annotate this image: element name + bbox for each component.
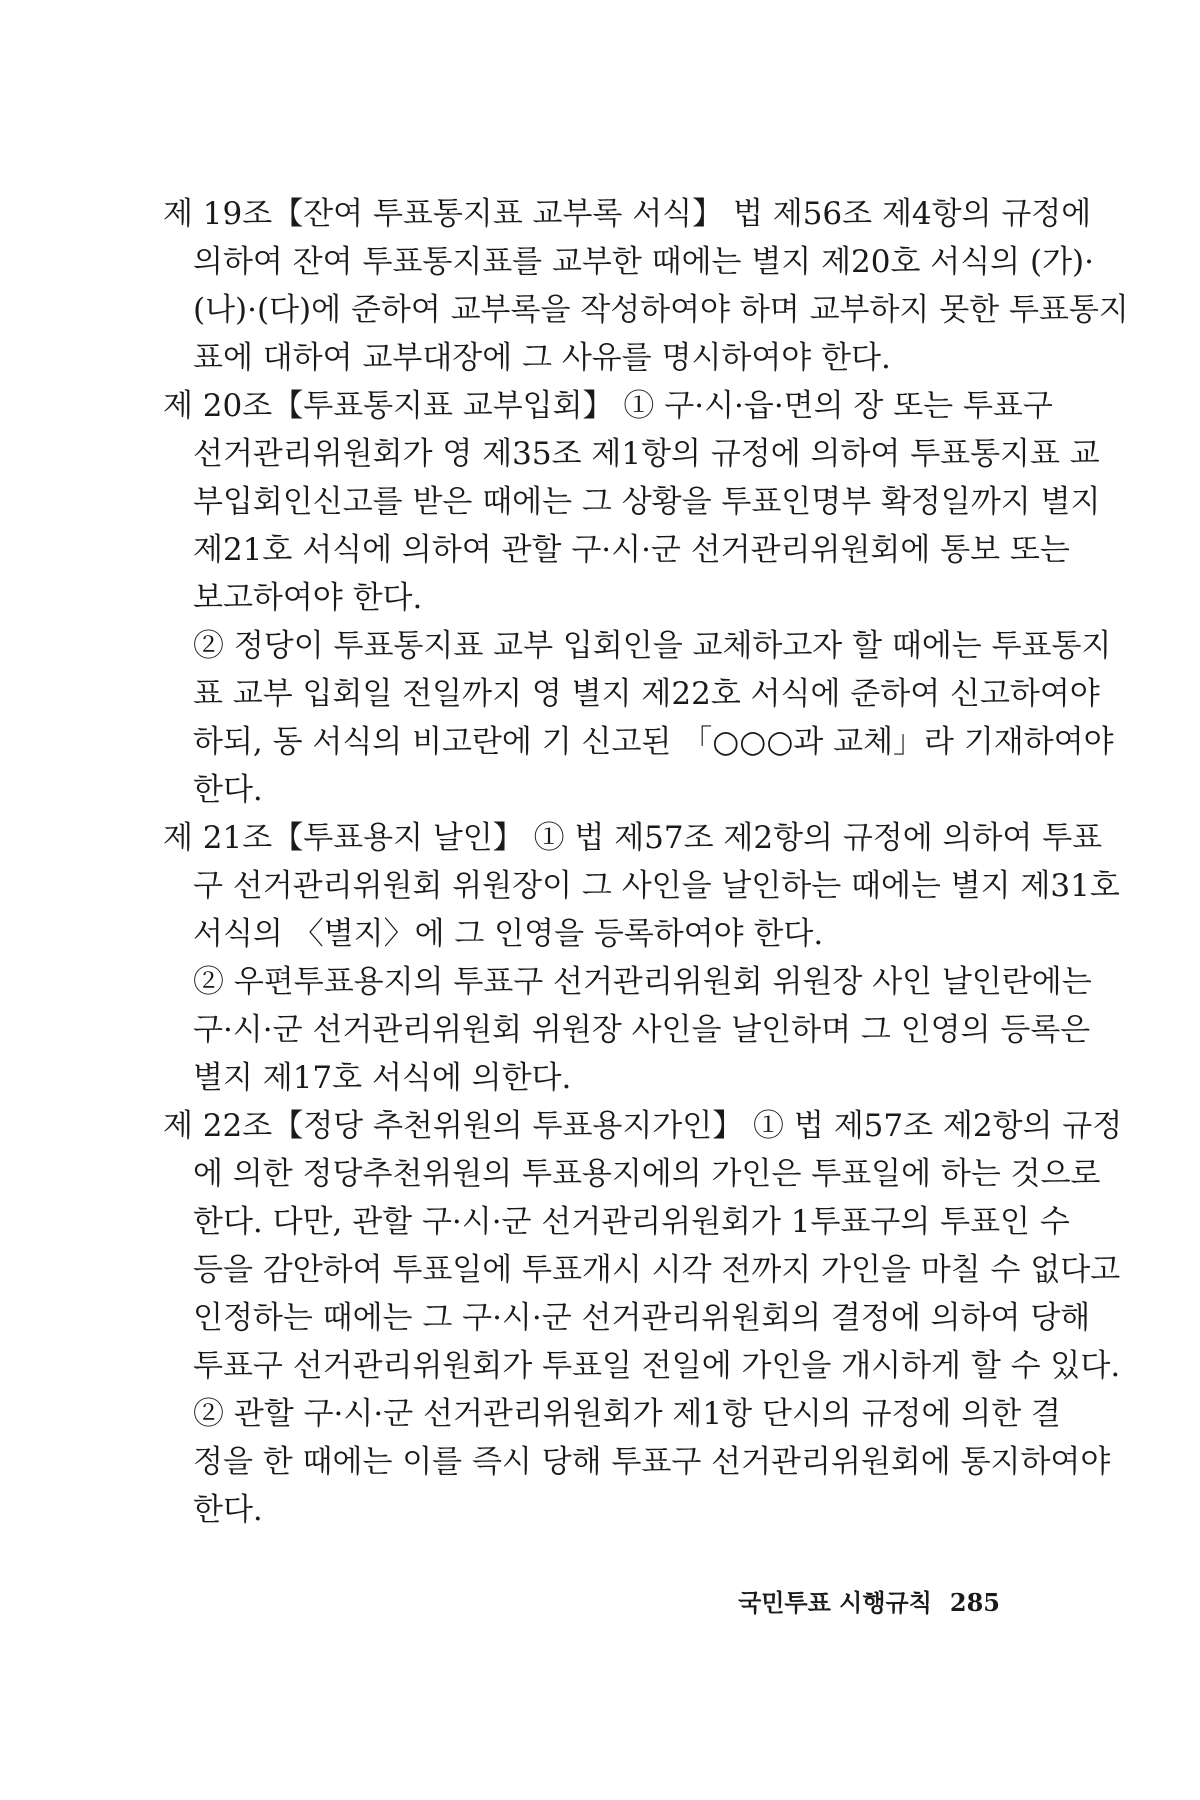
page-number: 285 xyxy=(949,1588,1000,1617)
article-line: 정을 한 때에는 이를 즉시 당해 투표구 선거관리위원회에 통지하여야 xyxy=(193,1444,1111,1480)
article-line: 보고하여야 한다. xyxy=(193,580,423,616)
article-line: 서식의 〈별지〉에 그 인영을 등록하여야 한다. xyxy=(193,916,824,952)
article-line: ② 관할 구·시·군 선거관리위원회가 제1항 단시의 규정에 의한 결 xyxy=(193,1396,1061,1432)
article-line: (나)·(다)에 준하여 교부록을 작성하여야 하며 교부하지 못한 투표통지 xyxy=(193,292,1129,328)
article-line: 한다. xyxy=(193,772,263,808)
footer-title: 국민투표 시행규칙 xyxy=(738,1589,932,1617)
article-line: 제 21조【투표용지 날인】 ① 법 제57조 제2항의 규정에 의하여 투표 xyxy=(163,820,1103,856)
article-line: 한다. xyxy=(193,1492,263,1528)
article-line: ② 정당이 투표통지표 교부 입회인을 교체하고자 할 때에는 투표통지 xyxy=(193,628,1112,664)
article-20 xyxy=(163,382,1114,814)
article-19 xyxy=(163,190,1129,382)
article-line: 제 20조【투표통지표 교부입회】 ① 구·시·읍·면의 장 또는 투표구 xyxy=(163,388,1053,424)
article-line: 하되, 동 서식의 비고란에 기 신고된 「○○○과 교체」라 기재하여야 xyxy=(193,724,1114,760)
article-line: 등을 감안하여 투표일에 투표개시 시각 전까지 가인을 마칠 수 없다고 xyxy=(193,1252,1121,1288)
article-line: 구 선거관리위원회 위원장이 그 사인을 날인하는 때에는 별지 제31호 xyxy=(193,868,1120,904)
article-line: 에 의한 정당추천위원의 투표용지에의 가인은 투표일에 하는 것으로 xyxy=(193,1156,1101,1192)
article-line: 선거관리위원회가 영 제35조 제1항의 규정에 의하여 투표통지표 교 xyxy=(193,436,1100,472)
article-line: 제 19조【잔여 투표통지표 교부록 서식】 법 제56조 제4항의 규정에 xyxy=(163,196,1092,232)
article-line: 한다. 다만, 관할 구·시·군 선거관리위원회가 1투표구의 투표인 수 xyxy=(193,1204,1070,1240)
article-line: 의하여 잔여 투표통지표를 교부한 때에는 별지 제20호 서식의 (가)· xyxy=(193,244,1094,280)
article-line: 투표구 선거관리위원회가 투표일 전일에 가인을 개시하게 할 수 있다. xyxy=(193,1348,1121,1384)
article-line: 별지 제17호 서식에 의한다. xyxy=(193,1060,572,1096)
article-line: 표 교부 입회일 전일까지 영 별지 제22호 서식에 준하여 신고하여야 xyxy=(193,676,1100,712)
article-line: 표에 대하여 교부대장에 그 사유를 명시하여야 한다. xyxy=(193,340,891,376)
article-line: 제21호 서식에 의하여 관할 구·시·군 선거관리위원회에 통보 또는 xyxy=(193,532,1070,568)
article-line: 부입회인신고를 받은 때에는 그 상황을 투표인명부 확정일까지 별지 xyxy=(193,484,1101,520)
article-21 xyxy=(163,814,1120,1102)
page-footer xyxy=(738,1583,1000,1618)
article-22 xyxy=(163,1102,1123,1534)
article-line: ② 우편투표용지의 투표구 선거관리위원회 위원장 사인 날인란에는 xyxy=(193,964,1092,1000)
article-line: 제 22조【정당 추천위원의 투표용지가인】 ① 법 제57조 제2항의 규정 xyxy=(163,1108,1123,1144)
article-line: 구·시·군 선거관리위원회 위원장 사인을 날인하며 그 인영의 등록은 xyxy=(193,1012,1091,1048)
article-line: 인정하는 때에는 그 구·시·군 선거관리위원회의 결정에 의하여 당해 xyxy=(193,1300,1091,1336)
